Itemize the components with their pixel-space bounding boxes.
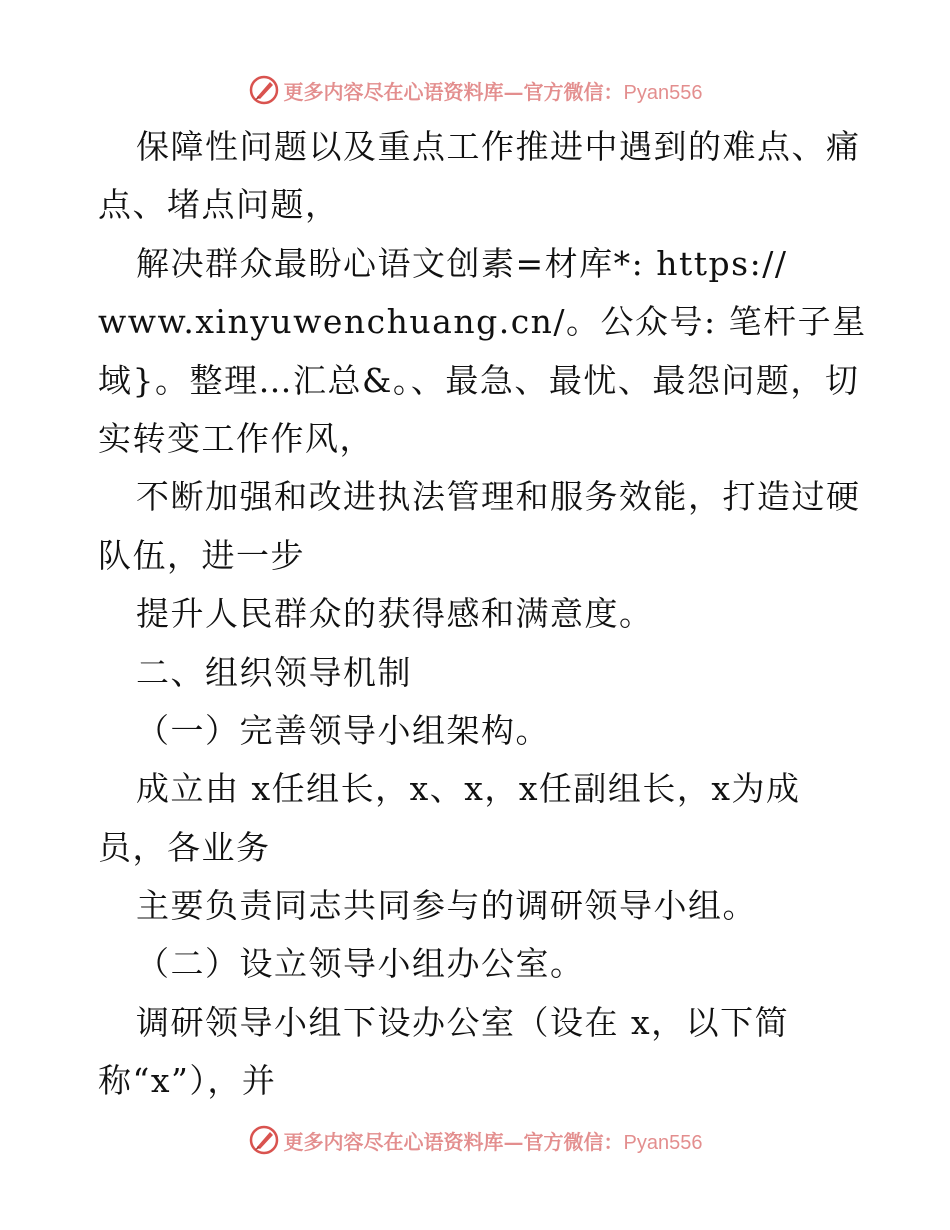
quill-pen-logo-icon <box>248 74 280 106</box>
text-line: 解决群众最盼心语文创素=材库*: https:// <box>136 243 788 283</box>
text-line: www.xinyuwenchuang.cn/。公众号: 笔杆子星 <box>98 302 867 342</box>
text-line: 成立由 x任组长，x、x，x任副组长，x为成 <box>136 769 801 809</box>
text-line: 域}。整理…汇总&。、最急、最忧、最怨问题，切 <box>98 360 860 400</box>
text-line: 提升人民群众的获得感和满意度。 <box>136 594 654 634</box>
text-line: 员，各业务 <box>98 827 271 867</box>
subsection-heading: （一）完善领导小组架构。 <box>136 710 550 750</box>
text-line: 不断加强和改进执法管理和服务效能，打造过硬 <box>136 477 861 517</box>
footer-watermark-banner <box>0 1120 950 1160</box>
text-line: 调研领导小组下设办公室（设在 x，以下简 <box>136 1002 790 1042</box>
banner-text: 更多内容尽在心语资料库—官方微信：Pyan556 <box>283 79 703 104</box>
subsection-heading: （二）设立领导小组办公室。 <box>136 944 585 984</box>
wechat-id: Pyan556 <box>623 81 703 104</box>
wechat-id: Pyan556 <box>623 1131 703 1154</box>
document-body <box>98 118 867 1111</box>
header-watermark-banner <box>0 70 950 110</box>
quill-pen-logo-icon <box>248 1124 280 1156</box>
text-line: 主要负责同志共同参与的调研领导小组。 <box>136 886 757 926</box>
text-line: 队伍，进一步 <box>98 535 305 575</box>
text-line: 保障性问题以及重点工作推进中遇到的难点、痛 <box>136 127 861 166</box>
text-line: 称“x”），并 <box>98 1061 277 1101</box>
banner-text: 更多内容尽在心语资料库—官方微信：Pyan556 <box>283 1129 703 1154</box>
text-line: 点、堵点问题， <box>98 185 340 225</box>
text-line: 实转变工作作风， <box>98 418 374 458</box>
section-heading: 二、组织领导机制 <box>136 652 412 692</box>
